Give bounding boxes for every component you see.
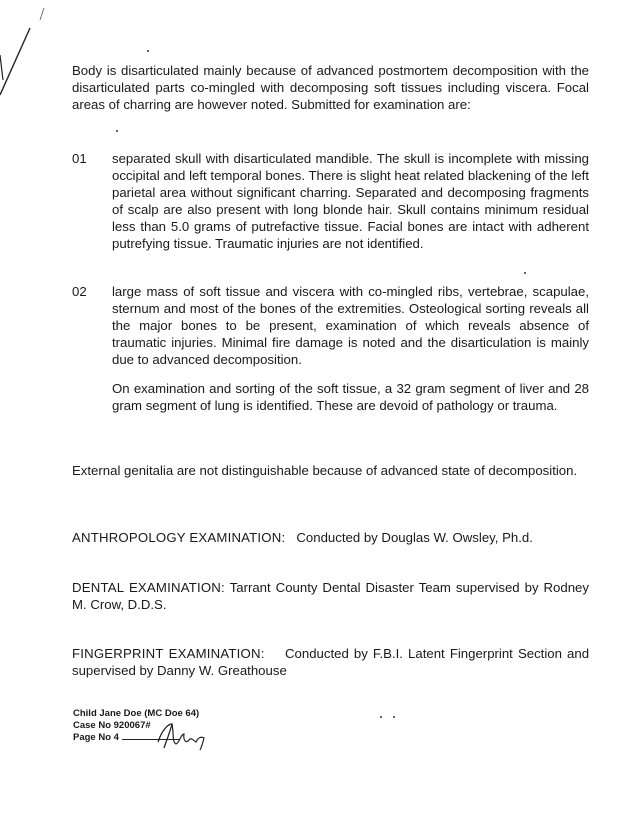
scan-speck bbox=[116, 130, 118, 132]
footer-case-name: Child Jane Doe (MC Doe 64) bbox=[73, 708, 200, 719]
dental-text: Tarrant County Dental Disaster Team supervised by Rodney M. Crow, D.D.S. bbox=[72, 580, 589, 612]
footer-case-no: Case No 920067# bbox=[73, 720, 151, 731]
scan-speck bbox=[147, 50, 149, 52]
item-followup: On examination and sorting of the soft tissue, a 32 gram segment of liver and 28 gram segment of lung is identified. These are devoid of pathology or trauma. bbox=[112, 381, 589, 413]
dental-section bbox=[72, 579, 589, 613]
margin-mark bbox=[0, 0, 60, 100]
item-number: 01 bbox=[72, 151, 87, 166]
scan-speck bbox=[393, 716, 395, 718]
footer-page-no: Page No 4 bbox=[73, 732, 119, 743]
handwritten-initials bbox=[150, 720, 210, 752]
anthropology-section bbox=[72, 529, 589, 546]
scan-speck bbox=[380, 716, 382, 718]
dental-label: DENTAL EXAMINATION: bbox=[72, 580, 225, 595]
fingerprint-text: Conducted by F.B.I. Latent Fingerprint Section and supervised by Danny W. Greathouse bbox=[72, 646, 590, 678]
item-description: large mass of soft tissue and viscera with co-mingled ribs, vertebrae, scapulae, sternum and most of the bones of the extremities. Osteological sorting reveals all the major bones to be present, examination of which reveals absence of traumatic injuries. Minimal fire damage is noted and the disarticulation is mainly due to advanced decomposition. bbox=[112, 284, 589, 367]
fingerprint-section bbox=[72, 645, 589, 679]
anthropology-text: Conducted by Douglas W. Owsley, Ph.d. bbox=[296, 530, 533, 545]
external-paragraph: External genitalia are not distinguishable because of advanced state of decomposition. bbox=[72, 463, 578, 478]
anthropology-label: ANTHROPOLOGY EXAMINATION: bbox=[72, 530, 286, 545]
intro-paragraph: Body is disarticulated mainly because of advanced postmortem decomposition with the disarticulated parts co-mingled with decomposing soft tissues including viscera. Focal areas of charring are however noted. Submitted for examination are: bbox=[72, 63, 589, 112]
item-description: separated skull with disarticulated mandible. The skull is incomplete with missing occipital and left temporal bones. There is slight heat related blackening of the left parietal area without significant charring. Separated and decomposing fragments of scalp are also present with long blonde hair. Skull contains minimum residual less than 5.0 grams of putrefactive tissue. Facial bones are intact with adherent putrefying tissue. Traumatic injuries are not identified. bbox=[112, 151, 589, 251]
scan-speck bbox=[524, 272, 526, 274]
fingerprint-label: FINGERPRINT EXAMINATION: bbox=[72, 646, 265, 661]
item-number: 02 bbox=[72, 284, 87, 299]
